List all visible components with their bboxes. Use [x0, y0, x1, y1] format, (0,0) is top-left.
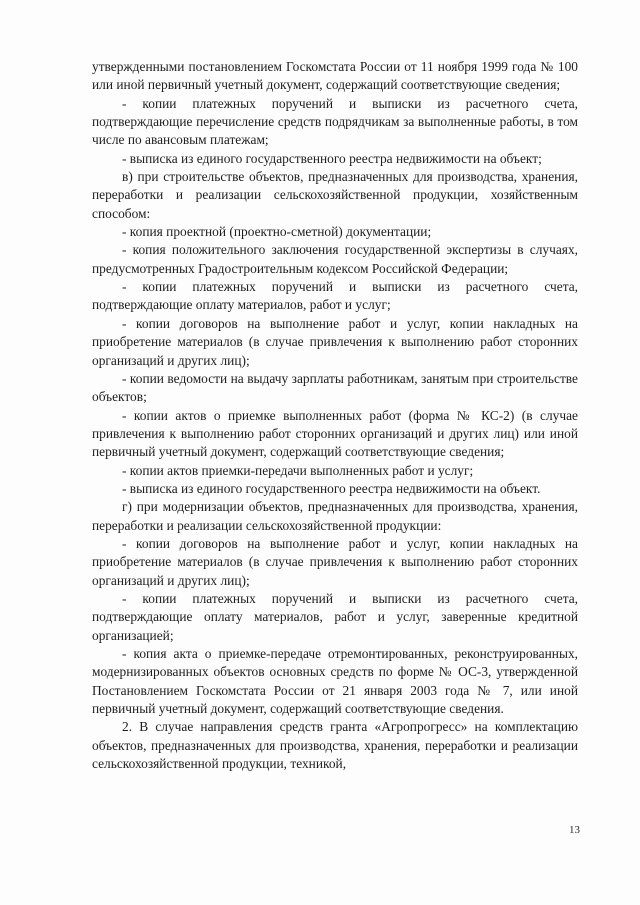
- list-item: - копии платежных поручений и выписки из расчетного счета, подтверждающие оплату материалов, работ и услуг, заверенные кредитной организацией;: [92, 590, 578, 643]
- body-text: [92, 58, 578, 773]
- list-item: - копии договоров на выполнение работ и услуг, копии накладных на приобретение материалов (в случае привлечения к выполнению работ сторонних организаций и других лиц);: [92, 535, 578, 588]
- list-item: - копии платежных поручений и выписки из расчетного счета, подтверждающие оплату материалов, работ и услуг;: [92, 279, 578, 313]
- page-number: 13: [569, 824, 580, 836]
- numbered-paragraph: 2. В случае направления средств гранта «Агропрогресс» на комплектацию объектов, предназначенных для производства, хранения, переработки и реализации сельскохозяйственной продукции, техникой,: [92, 719, 578, 772]
- subsection-heading: г) при модернизации объектов, предназначенных для производства, хранения, переработки и реализации сельскохозяйственной продукции:: [92, 499, 578, 533]
- list-item: - копия проектной (проектно-сметной) документации;: [122, 224, 432, 240]
- subsection-heading: в) при строительстве объектов, предназначенных для производства, хранения, переработки и реализации сельскохозяйственной продукции, хозяйственным способом:: [92, 169, 578, 221]
- list-item: - копии актов о приемке выполненных работ (форма № КС-2) (в случае привлечения к выполнению работ сторонних организаций и других лиц) или иной первичный учетный документ, содержащий соответствующие сведения;: [92, 407, 578, 460]
- list-item: - копии платежных поручений и выписки из расчетного счета, подтверждающие перечисление средств подрядчикам за выполненные работы, в том числе по авансовым платежам;: [92, 95, 578, 148]
- list-item: - копии актов приемки-передачи выполненных работ и услуг;: [122, 462, 474, 478]
- list-item: - копии договоров на выполнение работ и услуг, копии накладных на приобретение материалов (в случае привлечения к выполнению работ сторонних организаций и других лиц);: [92, 315, 578, 368]
- list-item: - копия положительного заключения государственной экспертизы в случаях, предусмотренных Градостроительным кодексом Российской Федерации;: [92, 242, 578, 276]
- list-item: - выписка из единого государственного реестра недвижимости на объект;: [122, 150, 542, 166]
- list-item: - выписка из единого государственного реестра недвижимости на объект.: [122, 480, 541, 496]
- paragraph: утвержденными постановлением Госкомстата России от 11 ноября 1999 года № 100 или иной первичный учетный документ, содержащий соответствующие сведения;: [92, 59, 578, 93]
- list-item: - копии ведомости на выдачу зарплаты работникам, занятым при строительстве объектов;: [92, 370, 578, 405]
- list-item: - копия акта о приемке-передаче отремонтированных, реконструированных, модернизированных объектов основных средств по форме № ОС-3, утвержденной Постановлением Госкомстата России от 21 января 2003 года № 7, или иной первичный учетный документ, содержащий соответствующие сведения.: [92, 646, 578, 717]
